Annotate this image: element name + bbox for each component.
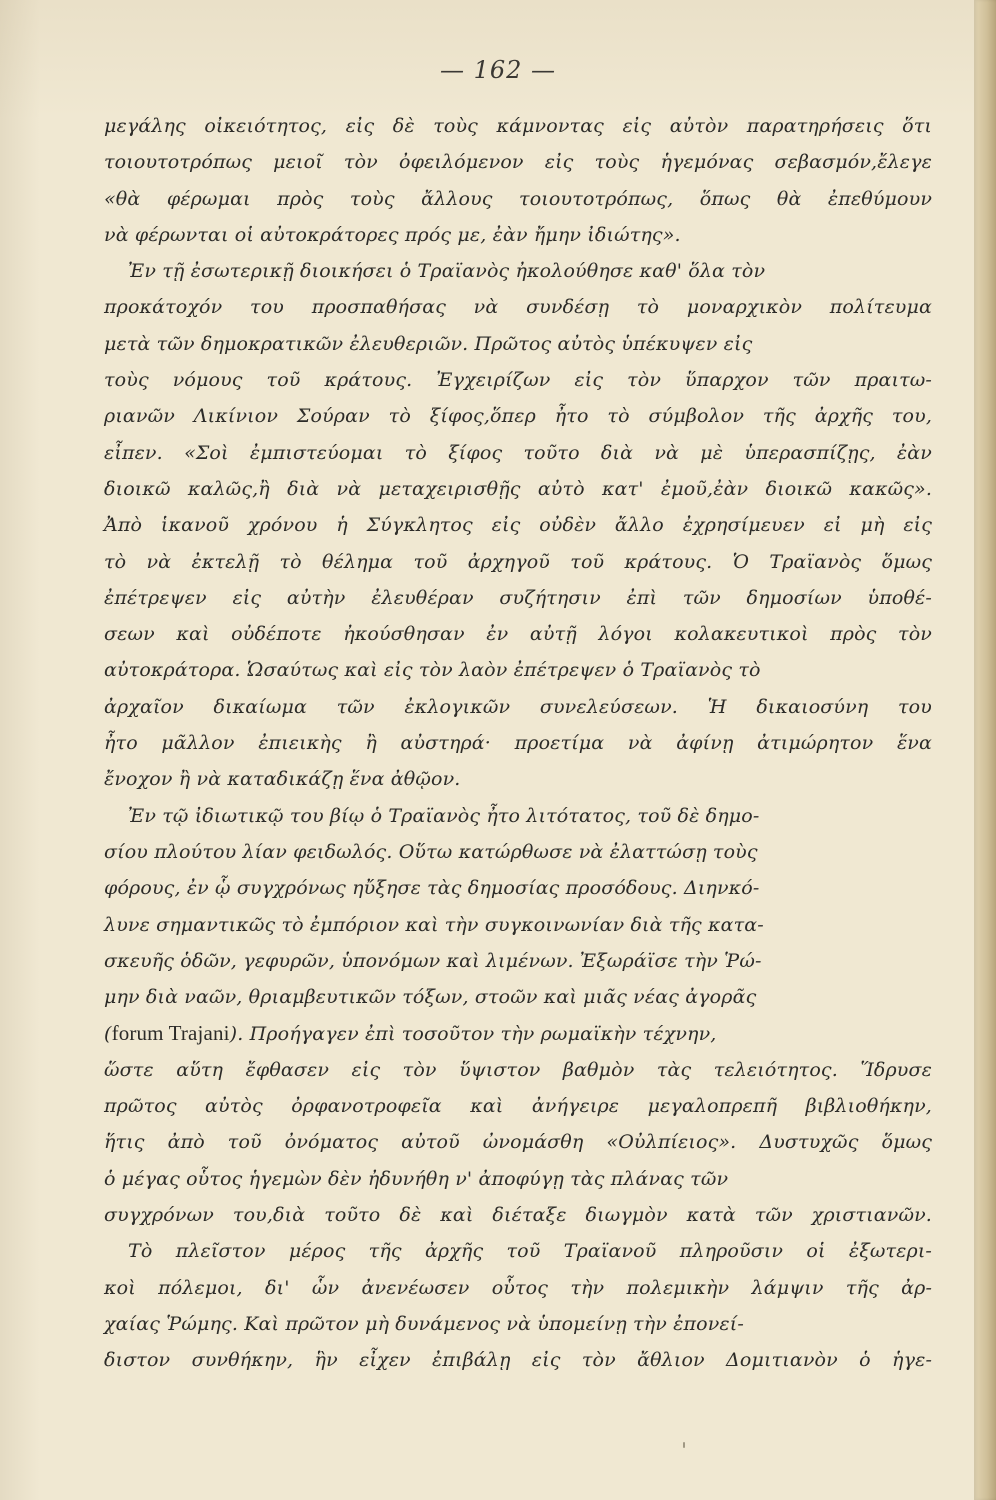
text-line-content: διστον συνθήκην, ἣν εἶχεν ἐπιβάλῃ εἰς τὸν ἄθλιον Δομιτιανὸν ὁ ἡγε- [104,1349,933,1372]
text-line [104,798,932,834]
body-text [104,108,932,1378]
text-line-content: ριανῶν Λικίνιον Σούραν τὸ ξίφος,ὅπερ ἦτο τὸ σύμβολον τῆς ἀρχῆς του, [104,405,933,428]
text-line [104,1052,932,1088]
text-line-content: «θὰ φέρωμαι πρὸς τοὺς ἄλλους τοιουτοτρόπως, ὅπως θὰ ἐπεθύμουν [104,187,933,210]
text-line-content: ). Προήγαγεν ἐπὶ τοσοῦτον τὴν ρωμαϊκὴν τέχνην, [229,1023,717,1046]
text-line-content: μετὰ τῶν δημοκρατικῶν ἐλευθεριῶν. Πρῶτος αὐτὸς ὑπέκυψεν εἰς [104,332,753,355]
text-line-content: χαίας Ῥώμης. Καὶ πρῶτον μὴ δυνάμενος νὰ ὑπομείνῃ τὴν ἐπονεί- [104,1312,744,1335]
text-line-content: διοικῶ καλῶς,ἢ διὰ νὰ μεταχειρισθῇς αὐτὸ κατ' ἐμοῦ,ἐὰν διοικῶ κακῶς». [104,477,933,500]
text-line [104,580,932,616]
text-line-content: ἔνοχον ἢ νὰ καταδικάζῃ ἕνα ἀθῷον. [104,768,461,791]
text-line [104,834,932,870]
text-line-content: ἦτο μᾶλλον ἐπιεικὴς ἢ αὐστηρά· προετίμα νὰ ἀφίνῃ ἀτιμώρητον ἕνα [104,732,932,755]
text-line-content: ἥτις ἀπὸ τοῦ ὀνόματος αὐτοῦ ὠνομάσθη «Οὐλπίειος». Δυστυχῶς ὅμως [104,1131,933,1154]
latin-phrase: forum Trajani [111,1021,230,1046]
text-line [104,652,932,688]
page-edge [974,0,996,1500]
text-line-content: λυνε σημαντικῶς τὸ ἐμπόριον καὶ τὴν συγκοινωνίαν διὰ τῆς κατα- [104,913,764,936]
text-line [104,326,932,362]
text-line [104,1015,932,1051]
text-line-content: ὁ μέγας οὗτος ἡγεμὼν δὲν ἠδυνήθη ν' ἀποφύγῃ τὰς πλάνας τῶν [104,1167,729,1190]
text-line-content: νὰ φέρωνται οἱ αὐτοκράτορες πρός με, ἐὰν ἤμην ἰδιώτης». [104,223,681,246]
text-line-content: ὥστε αὕτη ἔφθασεν εἰς τὸν ὕψιστον βαθμὸν τὰς τελειότητος. Ἵδρυσε [104,1058,932,1081]
text-line [104,108,932,144]
text-line [104,253,932,289]
text-line [104,725,932,761]
text-line-content: προκάτοχόν του προσπαθήσας νὰ συνδέσῃ τὸ μοναρχικὸν πολίτευμα [104,296,932,319]
text-line [104,979,932,1015]
text-line [104,870,932,906]
text-line-content: πρῶτος αὐτὸς ὀρφανοτροφεῖα καὶ ἀνήγειρε μεγαλοπρεπῆ βιβλιοθήκην, [104,1095,932,1118]
text-line-content: αὐτοκράτορα. Ὡσαύτως καὶ εἰς τὸν λαὸν ἐπέτρεψεν ὁ Τραϊανὸς τὸ [104,659,761,682]
text-line [104,1088,932,1124]
text-line [104,1197,932,1233]
text-line [104,1270,932,1306]
text-line [104,1233,932,1269]
text-line [104,1306,932,1342]
text-line [104,471,932,507]
text-line [104,1342,932,1378]
text-line [104,1124,932,1160]
text-line [104,398,932,434]
text-line [104,435,932,471]
text-line [104,544,932,580]
text-line-content: σίου πλούτου λίαν φειδωλός. Οὕτω κατώρθωσε νὰ ἐλαττώσῃ τοὺς [104,840,758,863]
text-line-content: ἀρχαῖον δικαίωμα τῶν ἐκλογικῶν συνελεύσεων. Ἡ δικαιοσύνη του [104,695,932,718]
text-line-content: κοὶ πόλεμοι, δι' ὧν ἀνενέωσεν οὗτος τὴν πολεμικὴν λάμψιν τῆς ἀρ- [104,1276,933,1299]
text-line [104,907,932,943]
text-line-content: Ἀπὸ ἱκανοῦ χρόνου ἡ Σύγκλητος εἰς οὐδὲν ἄλλο ἐχρησίμευεν εἰ μὴ εἰς [104,514,933,537]
text-line-content: Ἐν τῇ ἐσωτερικῇ διοικήσει ὁ Τραϊανὸς ἠκολούθησε καθ' ὅλα τὸν [128,260,766,283]
text-line [104,507,932,543]
text-line [104,689,932,725]
text-line [104,144,932,180]
page-number: — 162 — [439,56,557,84]
text-line [104,289,932,325]
text-line [104,362,932,398]
ink-speck [683,1442,685,1448]
text-line-content: σεων καὶ οὐδέποτε ἠκούσθησαν ἐν αὐτῇ λόγοι κολακευτικοὶ πρὸς τὸν [104,623,933,646]
text-line [104,943,932,979]
text-line [104,616,932,652]
text-line-content: εἶπεν. «Σοὶ ἐμπιστεύομαι τὸ ξίφος τοῦτο διὰ νὰ μὲ ὑπερασπίζῃς, ἐὰν [104,441,932,464]
text-line-content: μην διὰ ναῶν, θριαμβευτικῶν τόξων, στοῶν καὶ μιᾶς νέας ἀγορᾶς [104,986,757,1009]
text-line [104,761,932,797]
text-line-content: τοιουτοτρόπως μειοῖ τὸν ὀφειλόμενον εἰς τοὺς ἡγεμόνας σεβασμόν,ἔλεγε [104,151,932,174]
text-line-content: σκευῆς ὁδῶν, γεφυρῶν, ὑπονόμων καὶ λιμένων. Ἐξωράϊσε τὴν Ῥώ- [104,949,762,972]
text-line-content: φόρους, ἐν ᾧ συγχρόνως ηὔξησε τὰς δημοσίας προσόδους. Διηνκό- [104,877,760,900]
text-line [104,181,932,217]
text-line-content: τὸ νὰ ἐκτελῇ τὸ θέλημα τοῦ ἀρχηγοῦ τοῦ κράτους. Ὁ Τραϊανὸς ὅμως [104,550,933,573]
text-line-content: συγχρόνων του,διὰ τοῦτο δὲ καὶ διέταξε διωγμὸν κατὰ τῶν χριστιανῶν. [104,1203,932,1226]
text-line-content: Ἐν τῷ ἰδιωτικῷ του βίῳ ὁ Τραϊανὸς ἦτο λιτότατος, τοῦ δὲ δημο- [128,804,760,827]
text-line-content: ἐπέτρεψεν εἰς αὐτὴν ἐλευθέραν συζήτησιν ἐπὶ τῶν δημοσίων ὑποθέ- [104,586,932,609]
text-line [104,217,932,253]
text-line-content: τοὺς νόμους τοῦ κράτους. Ἐγχειρίζων εἰς τὸν ὕπαρχον τῶν πραιτω- [104,369,933,392]
text-line-content: Τὸ πλεῖστον μέρος τῆς ἀρχῆς τοῦ Τραϊανοῦ πληροῦσιν οἱ ἐξωτερι- [128,1240,933,1263]
text-line [104,1161,932,1197]
text-line-prefix: ( [104,1023,112,1046]
text-line-content: μεγάλης οἰκειότητος, εἰς δὲ τοὺς κάμνοντας εἰς αὐτὸν παρατηρήσεις ὅτι [104,115,932,137]
